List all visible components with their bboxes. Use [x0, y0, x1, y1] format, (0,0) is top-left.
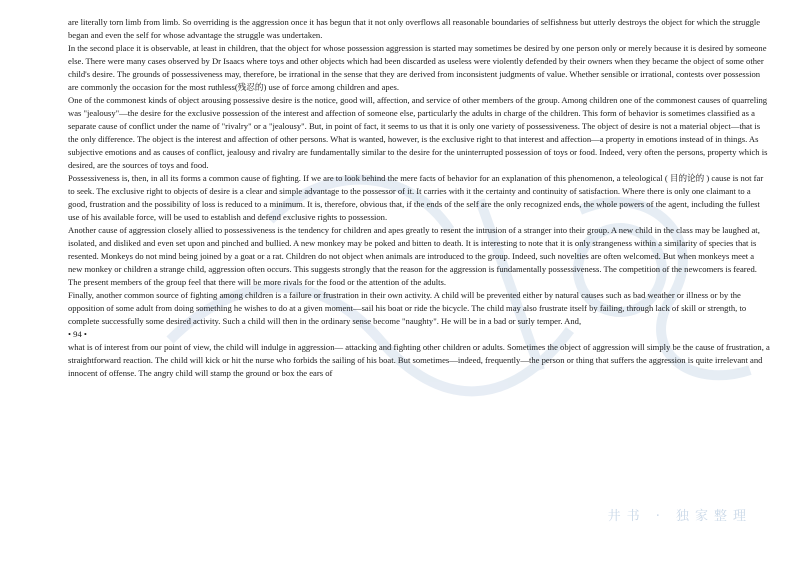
- paragraph-continuation: what is of interest from our point of view, the child will indulge in aggression— attacking and fighting other children or adults. Sometimes the object of aggression will simply be the cause of frustration, a straightforward reaction. The child will kick or hit the nurse who forbids the sailing of his boat. But sometimes—indeed, frequently—the person or thing that suffers the aggression is quite irrelevant and innocent of offense. The angry child will stamp the ground or box the ears of: [68, 342, 770, 378]
- paragraph: are literally torn limb from limb. So overriding is the aggression once it has begun that it not only overflows all reasonable boundaries of selfishness but utterly destroys the object for which the struggle began and even the self for whose advantage the struggle was undertaken.: [68, 17, 761, 40]
- watermark-text: 井书 · 独家整理: [607, 509, 752, 524]
- page-number: • 94 •: [68, 329, 87, 339]
- paragraph: Possessiveness is, then, in all its forms a common cause of fighting. If we are to look behind the mere facts of behavior for an explanation of this phenomenon, a teleological ( 目的论的 ) cause is not far to seek. The exclusive right to objects of desire is a clear and simple advantage to the possessor of it. It carries with it the certainty and continuity of satisfaction. Where there is only one claimant to a good, frustration and the possibility of loss is reduced to a minimum. It is, therefore, obvious that, if the ends of the self are the only recognized ends, the whole powers of the agent, including the fullest use of his available force, will be used to establish and defend exclusive rights to possession.: [68, 173, 764, 222]
- paragraph: One of the commonest kinds of object arousing possessive desire is the notice, good will, affection, and service of other members of the group. Among children one of the commonest causes of quarreling was "jealousy"—the desire for the exclusive possession of the interest and affection of someone else, particularly the adults in charge of the children. This form of behavior is sometimes classified as a separate cause of conflict under the name of "rivalry" or a "jealousy". But, in point of fact, it seems to us that it is only one variety of possessiveness. The object of desire is not a material object—that is the only difference. The object is the interest and affection of other persons. What is wanted, however, is the exclusive right to that interest and affection—a property in emotions instead of in things. As subjective emotions and as causes of conflict, jealousy and rivalry are fundamentally similar to the desire for the uninterrupted possession of toys or food. Indeed, very often the persons, property which is desired, are the sources of toys and food.: [68, 95, 768, 170]
- paragraph: Another cause of aggression closely allied to possessiveness is the tendency for children and apes greatly to resent the intrusion of a stranger into their group. A new child in the class may be laughed at, isolated, and disliked and even set upon and pinched and bullied. A new monkey may be poked and bitten to death. It is interesting to note that it is only strangeness within a similarity of species that is resented. Monkeys do not mind being joined by a goat or a rat. Children do not object when animals are introduced to the group. Indeed, such novelties are often welcomed. But when monkeys meet a new monkey or children a strange child, aggression often occurs. This suggests strongly that the reason for the aggression is fundamentally possessiveness. The competition of the newcomers is feared. The present members of the group feel that there will be more rivals for the food or the attention of the adults.: [68, 225, 760, 287]
- paragraph: In the second place it is observable, at least in children, that the object for whose possession aggression is started may sometimes be desired by one person only or merely because it is desired by someone else. There were many cases observed by Dr Isaacs where toys and other objects which had been discarded as useless were violently defended by their owners when they became the object of some other child's desire. The grounds of possessiveness may, therefore, be irrational in the sense that they are derived from inconsistent judgments of value. Whether sensible or irrational, contests over possession are commonly the occasion for the most ruthless(残忍的) use of force among children and apes.: [68, 43, 767, 92]
- paragraph: Finally, another common source of fighting among children is a failure or frustration in their own activity. A child will be prevented either by natural causes such as bad weather or illness or by the opposition of some adult from doing something he wishes to do at a given moment—sail his boat or ride the bicycle. The child may also frustrate itself by failing, through lack of skill or strength, to complete successfully some desired activity. Such a child will then in the ordinary sense become "naughty". He will be in a bad or surly temper. And,: [68, 290, 747, 326]
